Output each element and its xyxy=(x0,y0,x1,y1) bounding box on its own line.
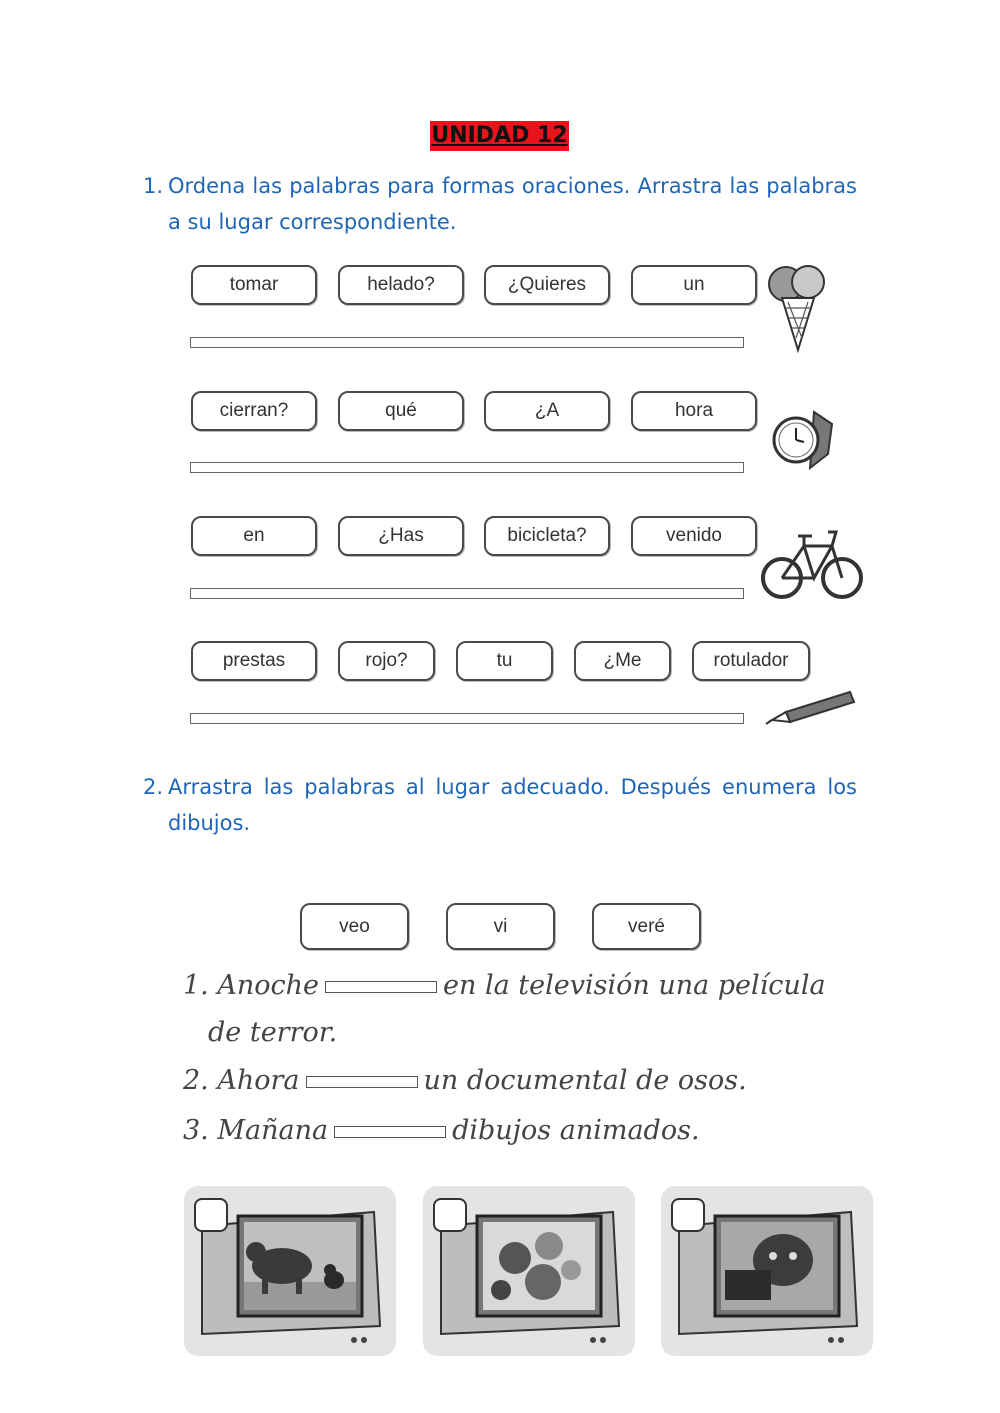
word-tile[interactable]: tomar xyxy=(191,265,317,305)
word-tile[interactable]: tu xyxy=(456,641,553,681)
exercise-1-text: Ordena las palabras para formas oraciones. Arrastra las palabras a su lugar correspondiente. xyxy=(168,174,857,234)
verb-tile[interactable]: veré xyxy=(592,903,701,950)
sentence-end: en la televisión una película xyxy=(443,970,826,1001)
picture-card-3 xyxy=(661,1186,873,1356)
verb-tile[interactable]: veo xyxy=(300,903,409,950)
word-tile[interactable]: un xyxy=(631,265,757,305)
sentence-start: Anoche xyxy=(217,970,319,1001)
wristwatch-icon xyxy=(770,404,842,476)
sentence-start: Mañana xyxy=(217,1115,329,1146)
word-tile[interactable]: ¿A xyxy=(484,391,610,431)
sentence-2 xyxy=(183,1065,747,1096)
exercise-1-instruction xyxy=(143,168,857,240)
word-tile[interactable]: cierran? xyxy=(191,391,317,431)
sentence-drop-zone-1[interactable] xyxy=(190,337,744,348)
sentence-drop-zone-2[interactable] xyxy=(190,462,744,473)
sentence-1 xyxy=(183,970,826,1001)
word-tile[interactable]: prestas xyxy=(191,641,317,681)
verb-drop-zone-3[interactable] xyxy=(334,1126,446,1138)
sentence-end: dibujos animados. xyxy=(452,1115,700,1146)
word-tile[interactable]: en xyxy=(191,516,317,556)
exercise-2-text: Arrastra las palabras al lugar adecuado. Después enumera los dibujos. xyxy=(168,775,857,835)
sentence-drop-zone-4[interactable] xyxy=(190,713,744,724)
sentence-drop-zone-3[interactable] xyxy=(190,588,744,599)
word-tile[interactable]: ¿Quieres xyxy=(484,265,610,305)
word-tile[interactable]: ¿Has xyxy=(338,516,464,556)
page-title: UNIDAD 12 xyxy=(430,121,569,151)
exercise-1-number: 1. xyxy=(143,174,164,198)
sentence-start: Ahora xyxy=(217,1065,300,1096)
verb-drop-zone-1[interactable] xyxy=(325,981,437,993)
sentence-number: 1. xyxy=(183,970,209,1001)
word-tile[interactable]: venido xyxy=(631,516,757,556)
exercise-2-instruction xyxy=(143,769,857,841)
word-tile[interactable]: rojo? xyxy=(338,641,435,681)
sentence-1-continuation: de terror. xyxy=(208,1017,338,1048)
marker-icon xyxy=(764,688,858,728)
verb-tile[interactable]: vi xyxy=(446,903,555,950)
sentence-number: 2. xyxy=(183,1065,209,1096)
sentence-3 xyxy=(183,1115,700,1146)
word-tile[interactable]: ¿Me xyxy=(574,641,671,681)
verb-drop-zone-2[interactable] xyxy=(306,1076,418,1088)
ice-cream-icon xyxy=(766,262,830,354)
picture-card-2 xyxy=(423,1186,635,1356)
picture-card-1 xyxy=(184,1186,396,1356)
sentence-number: 3. xyxy=(183,1115,209,1146)
word-tile[interactable]: helado? xyxy=(338,265,464,305)
number-box-1[interactable] xyxy=(194,1198,228,1232)
bicycle-icon xyxy=(760,512,866,604)
word-tile[interactable]: hora xyxy=(631,391,757,431)
number-box-2[interactable] xyxy=(433,1198,467,1232)
word-tile[interactable]: qué xyxy=(338,391,464,431)
word-tile[interactable]: bicicleta? xyxy=(484,516,610,556)
exercise-2-number: 2. xyxy=(143,775,164,799)
sentence-end: un documental de osos. xyxy=(423,1065,747,1096)
number-box-3[interactable] xyxy=(671,1198,705,1232)
word-tile[interactable]: rotulador xyxy=(692,641,810,681)
